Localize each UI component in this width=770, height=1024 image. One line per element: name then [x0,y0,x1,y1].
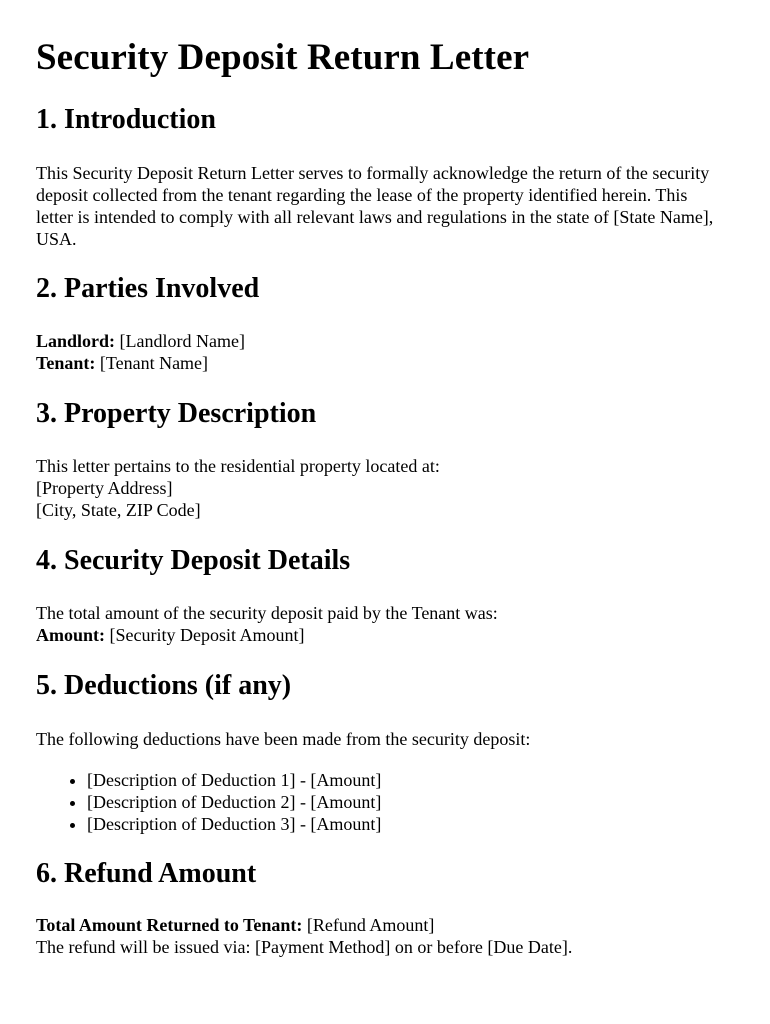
tenant-value: [Tenant Name] [95,353,209,373]
introduction-text: This Security Deposit Return Letter serves to formally acknowledge the return of the security deposit collected from the tenant regarding the lease of the property identified herein. This letter is intended to comply with all relevant laws and regulations in the state of [State Name], USA. [36,163,714,249]
list-item: • [Description of Deduction 1] - [Amount] [87,769,381,791]
landlord-row [36,331,245,351]
refund-total-label: Total Amount Returned to Tenant: [36,915,303,935]
section-heading-parties: 2. Parties Involved [36,273,260,304]
property-address: [Property Address] [36,478,173,498]
section-heading-refund: 6. Refund Amount [36,858,257,889]
tenant-label: Tenant: [36,353,96,373]
deductions-list [36,769,381,835]
deposit-details-block [36,602,726,646]
page-title: Security Deposit Return Letter [36,37,530,78]
list-item: • [Description of Deduction 2] - [Amount] [87,791,381,813]
property-city-state-zip: [City, State, ZIP Code] [36,500,201,520]
amount-label: Amount: [36,625,106,645]
section-heading-deductions: 5. Deductions (if any) [36,670,292,701]
refund-method-text: The refund will be issued via: [Payment Method] on or before [Due Date]. [36,937,573,957]
amount-value: [Security Deposit Amount] [105,625,305,645]
landlord-value: [Landlord Name] [115,331,245,351]
landlord-label: Landlord: [36,331,116,351]
deductions-intro: The following deductions have been made from the security deposit: [36,729,531,749]
section-heading-introduction: 1. Introduction [36,104,216,135]
parties-block [36,330,726,374]
refund-total-value: [Refund Amount] [302,915,435,935]
section-heading-deposit-details: 4. Security Deposit Details [36,545,351,576]
property-intro: This letter pertains to the residential property located at: [36,456,440,476]
refund-total-row [36,915,434,935]
tenant-row [36,353,208,373]
section-heading-property: 3. Property Description [36,398,317,429]
amount-row [36,625,305,645]
refund-block [36,914,726,958]
deposit-intro: The total amount of the security deposit paid by the Tenant was: [36,603,498,623]
property-block [36,455,726,521]
list-item: • [Description of Deduction 3] - [Amount] [87,813,381,835]
